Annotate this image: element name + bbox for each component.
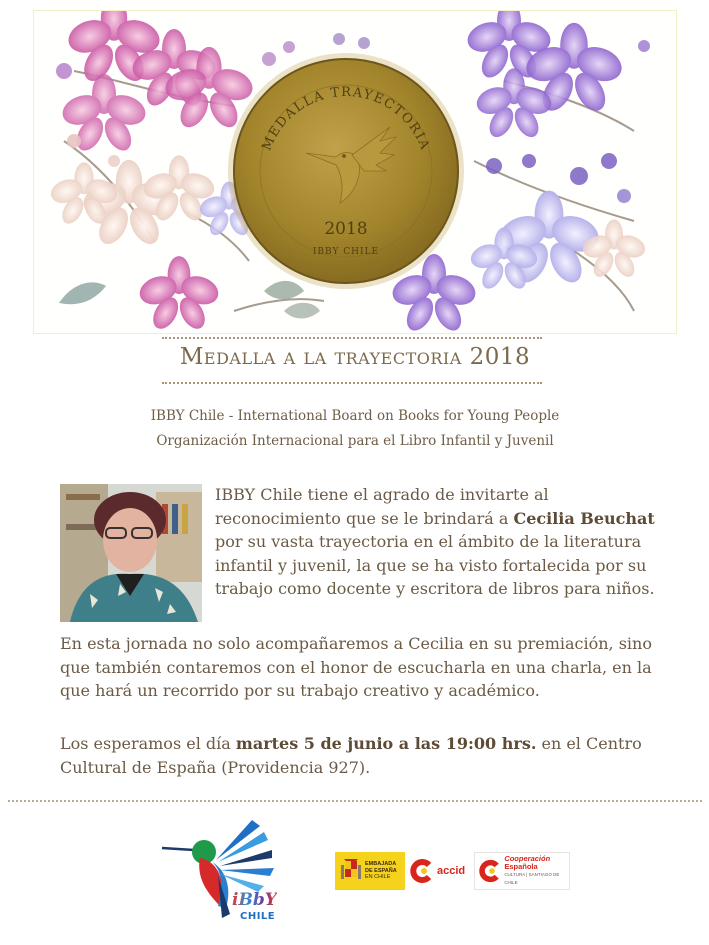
intro-line-2: reconocimiento que se le brindará a Cecilia Beuchat bbox=[215, 508, 655, 528]
embajada-line-1: EMBAJADA bbox=[365, 861, 397, 868]
cooperacion-espanola-logo bbox=[474, 852, 570, 890]
orchid-banner bbox=[33, 10, 677, 334]
embajada-line-2: DE ESPAÑA bbox=[365, 867, 397, 874]
event-paragraph bbox=[60, 632, 680, 703]
page-title: Medalla a la trayectoria 2018 bbox=[179, 344, 531, 370]
event-line-2: que también contaremos con el honor de escucharla en una charla, en la bbox=[60, 657, 652, 677]
embajada-line-3: EN CHILE bbox=[365, 874, 391, 881]
medal-text bbox=[34, 11, 676, 333]
intro-paragraph bbox=[215, 483, 655, 601]
medal-bottom-text: IBBY CHILE bbox=[312, 247, 380, 257]
portrait-photo bbox=[60, 484, 202, 622]
event-line-3: que hará un recorrido por su trabajo creativo y académico. bbox=[60, 681, 540, 700]
embajada-logo bbox=[335, 852, 405, 890]
medal-arc-text: MEDALLA TRAYECTORIA bbox=[259, 84, 433, 153]
ibby-logo-sub: CHILE bbox=[240, 911, 276, 922]
svg-text:MEDALLA TRAYECTORIA bbox=[259, 85, 432, 153]
title-top-divider bbox=[162, 337, 542, 339]
intro-line-5: trabajo como docente y escritora de libros para niños. bbox=[215, 579, 655, 598]
footer-divider bbox=[8, 800, 702, 802]
cooperacion-c-icon bbox=[479, 859, 501, 883]
intro-line-4: infantil y juvenil, la que se ha visto fortalecida por su bbox=[215, 555, 647, 575]
event-date-time: martes 5 de junio a las 19:00 hrs. bbox=[235, 734, 537, 753]
subtitle-org-spanish: Organización Internacional para el Libro Infantil y Juvenil bbox=[156, 433, 554, 449]
ibby-logo-text: iBbY bbox=[232, 890, 277, 910]
coop-line-2: Española bbox=[504, 862, 538, 871]
honoree-name: Cecilia Beuchat bbox=[513, 508, 655, 528]
spain-coat-of-arms-icon bbox=[341, 857, 361, 885]
subtitle-org-english: IBBY Chile - International Board on Books for Young People bbox=[150, 408, 560, 424]
ibby-chile-logo bbox=[160, 818, 288, 926]
title-bottom-divider bbox=[162, 382, 542, 384]
date-line-2: Cultural de España (Providencia 927). bbox=[60, 757, 371, 777]
medal-year: 2018 bbox=[324, 219, 368, 239]
coop-line-3: CULTURA | SANTIAGO DE CHILE bbox=[504, 872, 560, 885]
accid-c-icon bbox=[410, 859, 434, 883]
intro-line-3: por su vasta trayectoria en el ámbito de la literatura bbox=[215, 532, 642, 551]
coop-line-1: Cooperación bbox=[504, 854, 551, 863]
date-paragraph bbox=[60, 732, 680, 779]
event-line-1: En esta jornada no solo acompañaremos a Cecilia en su premiación, sino bbox=[60, 634, 652, 653]
accid-text: accid bbox=[437, 865, 466, 877]
intro-line-1: IBBY Chile tiene el agrado de invitarte al bbox=[215, 485, 549, 504]
date-line-1: Los esperamos el día martes 5 de junio a las 19:00 hrs. en el Centro bbox=[60, 734, 642, 753]
accid-logo bbox=[410, 852, 466, 890]
